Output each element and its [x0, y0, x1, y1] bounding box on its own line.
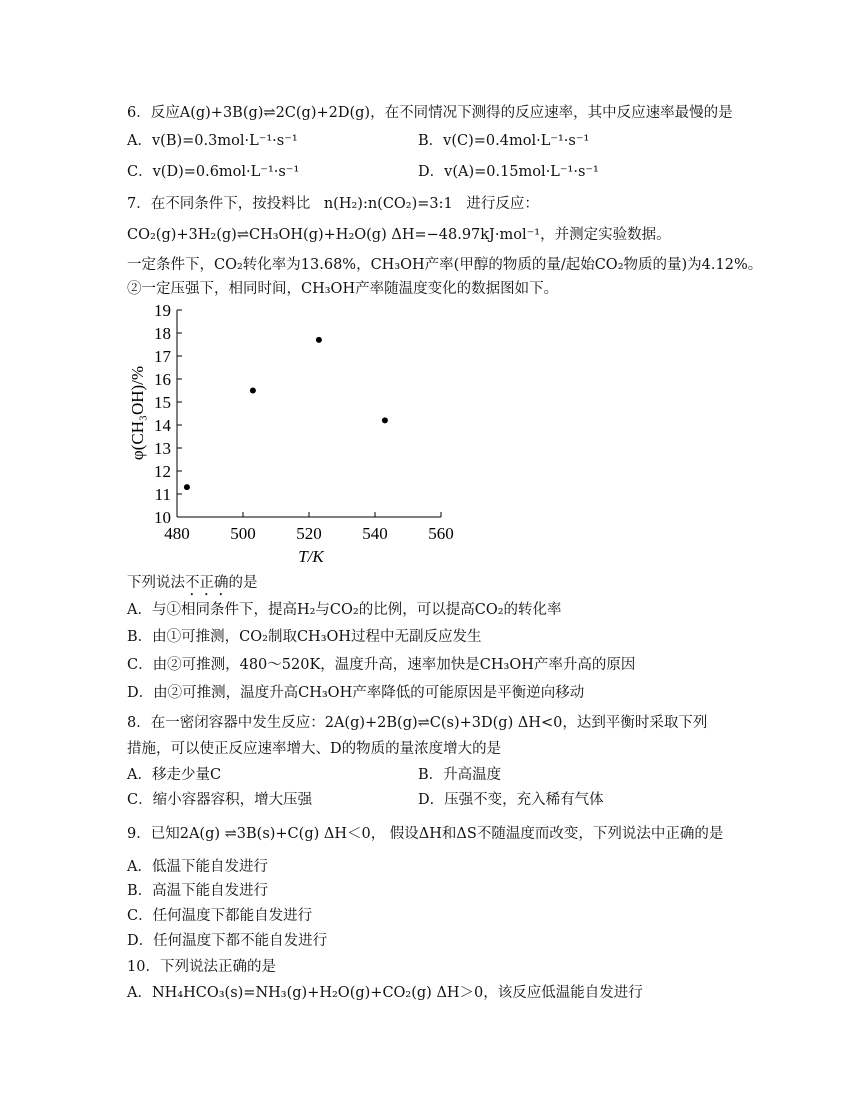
- q7-question-emphasis: 不正确: [185, 575, 229, 591]
- x-tick-label: 480: [164, 524, 190, 543]
- q7-question-suffix: 的是: [228, 575, 258, 591]
- q7-question: [127, 573, 258, 599]
- q9-option-b[interactable]: B．高温下能自发进行: [127, 883, 269, 899]
- y-tick-label: 19: [154, 301, 171, 320]
- q9-option-c[interactable]: C．任何温度下都能自发进行: [127, 908, 313, 924]
- data-point: [184, 484, 190, 490]
- q7-stem-line2: CO₂(g)+3H₂(g)⇌CH₃OH(g)+H₂O(g) ΔH=−48.97kJ·mol⁻¹，并测定实验数据。: [127, 227, 671, 243]
- q9-option-a[interactable]: A．低温下能自发进行: [127, 859, 268, 875]
- y-tick-label: 15: [154, 393, 171, 412]
- q7-option-d[interactable]: D．由②可推测，温度升高CH₃OH产率降低的可能原因是平衡逆向移动: [127, 685, 585, 701]
- q7-stem-line3: 一定条件下，CO₂转化率为13.68%，CH₃OH产率(甲醇的物质的量/起始CO₂物质的量)为4.12%。: [127, 257, 763, 273]
- q8-stem-line1: 8．在一密闭容器中发生反应：2A(g)+2B(g)⇌C(s)+3D(g) ΔH<0，达到平衡时采取下列: [127, 715, 708, 731]
- y-axis-label: φ(CH₃OH)/%: [128, 365, 147, 461]
- q9-stem: 9．已知2A(g) ⇌3B(s)+C(g) ΔH＜0， 假设ΔH和ΔS不随温度而改变，下列说法中正确的是: [127, 826, 724, 842]
- y-tick-label: 11: [154, 485, 171, 504]
- chart-axes: [177, 310, 441, 517]
- q7-option-b[interactable]: B．由①可推测，CO₂制取CH₃OH过程中无副反应发生: [127, 629, 482, 645]
- q7-stem-line1: 7．在不同条件下，按投料比 n(H₂):n(CO₂)=3:1 进行反应：: [127, 196, 539, 212]
- q6-option-a[interactable]: A．v(B)=0.3mol·L⁻¹·s⁻¹: [127, 133, 298, 149]
- q8-option-d[interactable]: D．压强不变，充入稀有气体: [418, 792, 604, 808]
- y-tick-label: 12: [154, 462, 171, 481]
- chart-points: [184, 337, 388, 490]
- x-tick-label: 500: [230, 524, 256, 543]
- y-tick-label: 14: [154, 416, 171, 435]
- q8-option-a[interactable]: A．移走少量C: [127, 767, 222, 783]
- methanol-yield-scatter-chart: [125, 300, 455, 570]
- chart-ticks: [154, 301, 454, 543]
- q8-option-c[interactable]: C．缩小容器容积，增大压强: [127, 792, 313, 808]
- q7-stem-line4: ②一定压强下，相同时间，CH₃OH产率随温度变化的数据图如下。: [127, 281, 559, 297]
- q9-option-d[interactable]: D．任何温度下都不能自发进行: [127, 933, 328, 949]
- x-tick-label: 520: [296, 524, 322, 543]
- q10-option-a[interactable]: A．NH₄HCO₃(s)=NH₃(g)+H₂O(g)+CO₂(g) ΔH＞0，该反应低温能自发进行: [127, 985, 643, 1001]
- q8-stem-line2: 措施，可以使正反应速率增大、D的物质的量浓度增大的是: [127, 741, 502, 757]
- q6-option-c[interactable]: C．v(D)=0.6mol·L⁻¹·s⁻¹: [127, 164, 300, 180]
- y-tick-label: 10: [154, 508, 171, 527]
- q10-stem: 10．下列说法正确的是: [127, 959, 276, 975]
- y-tick-label: 18: [154, 324, 171, 343]
- y-tick-label: 13: [154, 439, 171, 458]
- x-axis-label: T/K: [298, 547, 324, 566]
- q7-option-c[interactable]: C．由②可推测，480～520K，温度升高，速率加快是CH₃OH产率升高的原因: [127, 657, 636, 673]
- y-tick-label: 17: [154, 347, 171, 366]
- q6-option-b[interactable]: B．v(C)=0.4mol·L⁻¹·s⁻¹: [418, 133, 590, 149]
- q7-option-a[interactable]: A．与①相同条件下，提高H₂与CO₂的比例，可以提高CO₂的转化率: [127, 602, 562, 618]
- q6-option-d[interactable]: D．v(A)=0.15mol·L⁻¹·s⁻¹: [418, 164, 599, 180]
- data-point: [250, 388, 256, 394]
- x-tick-label: 540: [362, 524, 388, 543]
- q6-stem: 6．反应A(g)+3B(g)⇌2C(g)+2D(g)，在不同情况下测得的反应速率，其中反应速率最慢的是: [127, 105, 733, 121]
- data-point: [316, 337, 322, 343]
- q8-option-b[interactable]: B．升高温度: [418, 767, 502, 783]
- y-tick-label: 16: [154, 370, 171, 389]
- data-point: [382, 417, 388, 423]
- q7-question-prefix: 下列说法: [127, 575, 185, 591]
- x-tick-label: 560: [428, 524, 454, 543]
